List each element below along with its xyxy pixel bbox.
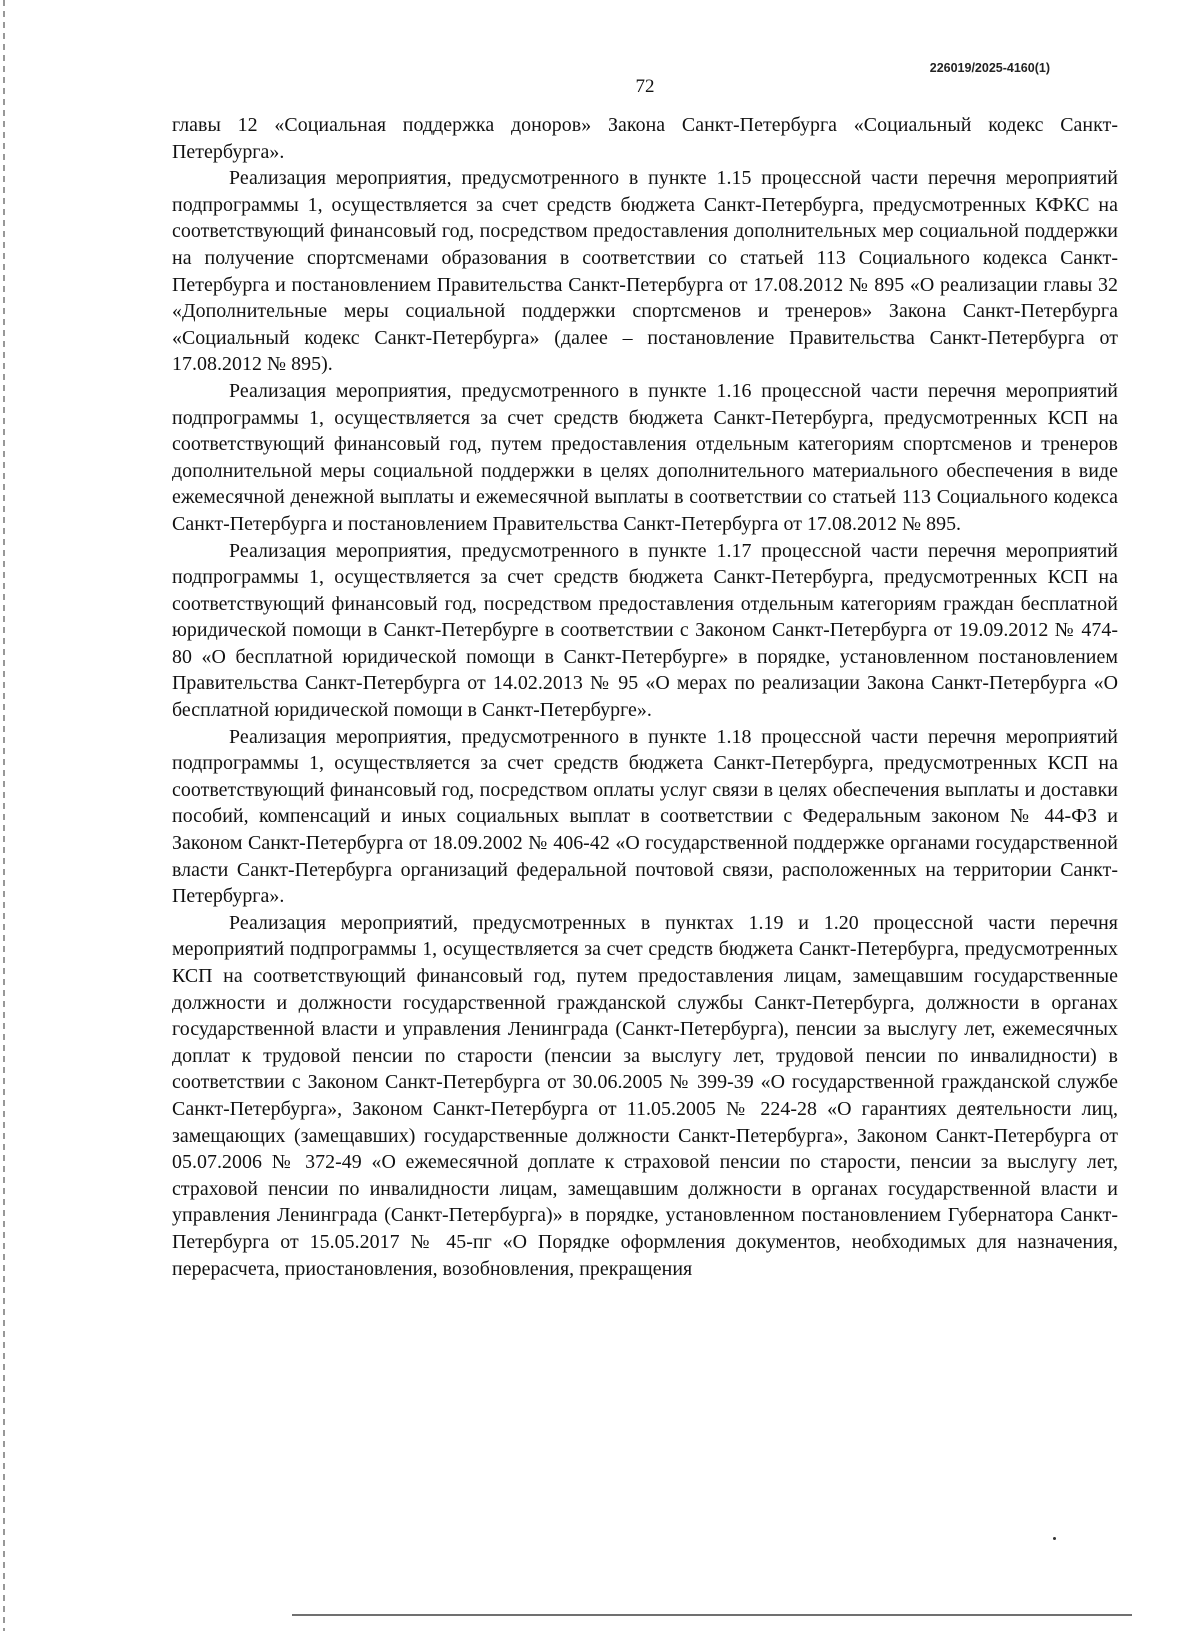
- document-body: [172, 112, 1118, 1282]
- document-registration-number: 226019/2025-4160(1): [929, 61, 1050, 75]
- paragraph-item-1-17: Реализация мероприятия, предусмотренного в пункте 1.17 процессной части перечня мероприятий подпрограммы 1, осуществляется за счет средств бюджета Санкт-Петербурга, предусмотренных КСП на соответствующий финансовый год, посредством предоставления отдельным категориям граждан бесплатной юридической помощи в Санкт-Петербурге в соответствии с Законом Санкт-Петербурга от 19.09.2012 № 474-80 «О бесплатной юридической помощи в Санкт-Петербурге» в порядке, установленном постановлением Правительства Санкт-Петербурга от 14.02.2013 № 95 «О мерах по реализации Закона Санкт-Петербурга «О бесплатной юридической помощи в Санкт-Петербурге».: [172, 539, 1118, 722]
- paragraph-item-1-18: Реализация мероприятия, предусмотренного в пункте 1.18 процессной части перечня мероприятий подпрограммы 1, осуществляется за счет средств бюджета Санкт-Петербурга, предусмотренных КСП на соответствующий финансовый год, посредством оплаты услуг связи в целях обеспечения выплаты и доставки пособий, компенсаций и иных социальных выплат в соответствии с Федеральным законом № 44-ФЗ и Законом Санкт-Петербурга от 18.09.2002 № 406-42 «О государственной поддержке органами государственной власти Санкт-Петербурга организаций федеральной почтовой связи, расположенных на территории Санкт-Петербурга».: [172, 725, 1118, 908]
- paragraph-items-1-19-1-20: Реализация мероприятий, предусмотренных в пунктах 1.19 и 1.20 процессной части перечня мероприятий подпрограммы 1, осуществляется за счет средств бюджета Санкт-Петербурга, предусмотренных КСП на соответствующий финансовый год, путем предоставления лицам, замещавшим государственные должности и должности государственной гражданской службы Санкт-Петербурга, должности в органах государственной власти и управления Ленинграда (Санкт-Петербурга), пенсии за выслугу лет, ежемесячных доплат к трудовой пенсии по старости (пенсии за выслугу лет, трудовой пенсии по инвалидности) в соответствии с Законом Санкт-Петербурга от 30.06.2005 № 399-39 «О государственной гражданской службе Санкт-Петербурга», Законом Санкт-Петербурга от 11.05.2005 № 224-28 «О гарантиях деятельности лиц, замещающих (замещавших) государственные должности Санкт-Петербурга», Законом Санкт-Петербурга от 05.07.2006 № 372-49 «О ежемесячной доплате к страховой пенсии по старости, пенсии за выслугу лет, страховой пенсии по инвалидности лицам, замещавшим должности в органах государственной власти и управления Ленинграда (Санкт-Петербурга)» в порядке, установленном постановлением Губернатора Санкт-Петербурга от 15.05.2017 № 45-пг «О Порядке оформления документов, необходимых для назначения, перерасчета, приостановления, возобновления, прекращения: [172, 911, 1118, 1280]
- paragraph-item-1-15: Реализация мероприятия, предусмотренного в пункте 1.15 процессной части перечня мероприятий подпрограммы 1, осуществляется за счет средств бюджета Санкт-Петербурга, предусмотренных КФКС на соответствующий финансовый год, посредством предоставления дополнительных мер социальной поддержки на получение спортсменами образования в соответствии со статьей 113 Социального кодекса Санкт-Петербурга и постановлением Правительства Санкт-Петербурга от 17.08.2012 № 895 «О реализации главы 32 «Дополнительные меры социальной поддержки спортсменов и тренеров» Закона Санкт-Петербурга «Социальный кодекс Санкт-Петербурга» (далее – постановление Правительства Санкт-Петербурга от 17.08.2012 № 895).: [172, 167, 1118, 376]
- scan-edge-mark: [3, 0, 5, 1631]
- page-number: 72: [635, 76, 655, 97]
- scan-speck: [1053, 1537, 1056, 1540]
- scan-bottom-line: [292, 1614, 1132, 1616]
- paragraph-continuation: главы 12 «Социальная поддержка доноров» Закона Санкт-Петербурга «Социальный кодекс Санкт-Петербурга».: [172, 114, 1118, 163]
- paragraph-item-1-16: Реализация мероприятия, предусмотренного в пункте 1.16 процессной части перечня мероприятий подпрограммы 1, осуществляется за счет средств бюджета Санкт-Петербурга, предусмотренных КСП на соответствующий финансовый год, путем предоставления отдельным категориям спортсменов и тренеров дополнительной меры социальной поддержки в целях дополнительного материального обеспечения в виде ежемесячной денежной выплаты и ежемесячной выплаты в соответствии со статьей 113 Социального кодекса Санкт-Петербурга и постановлением Правительства Санкт-Петербурга от 17.08.2012 № 895.: [172, 379, 1118, 535]
